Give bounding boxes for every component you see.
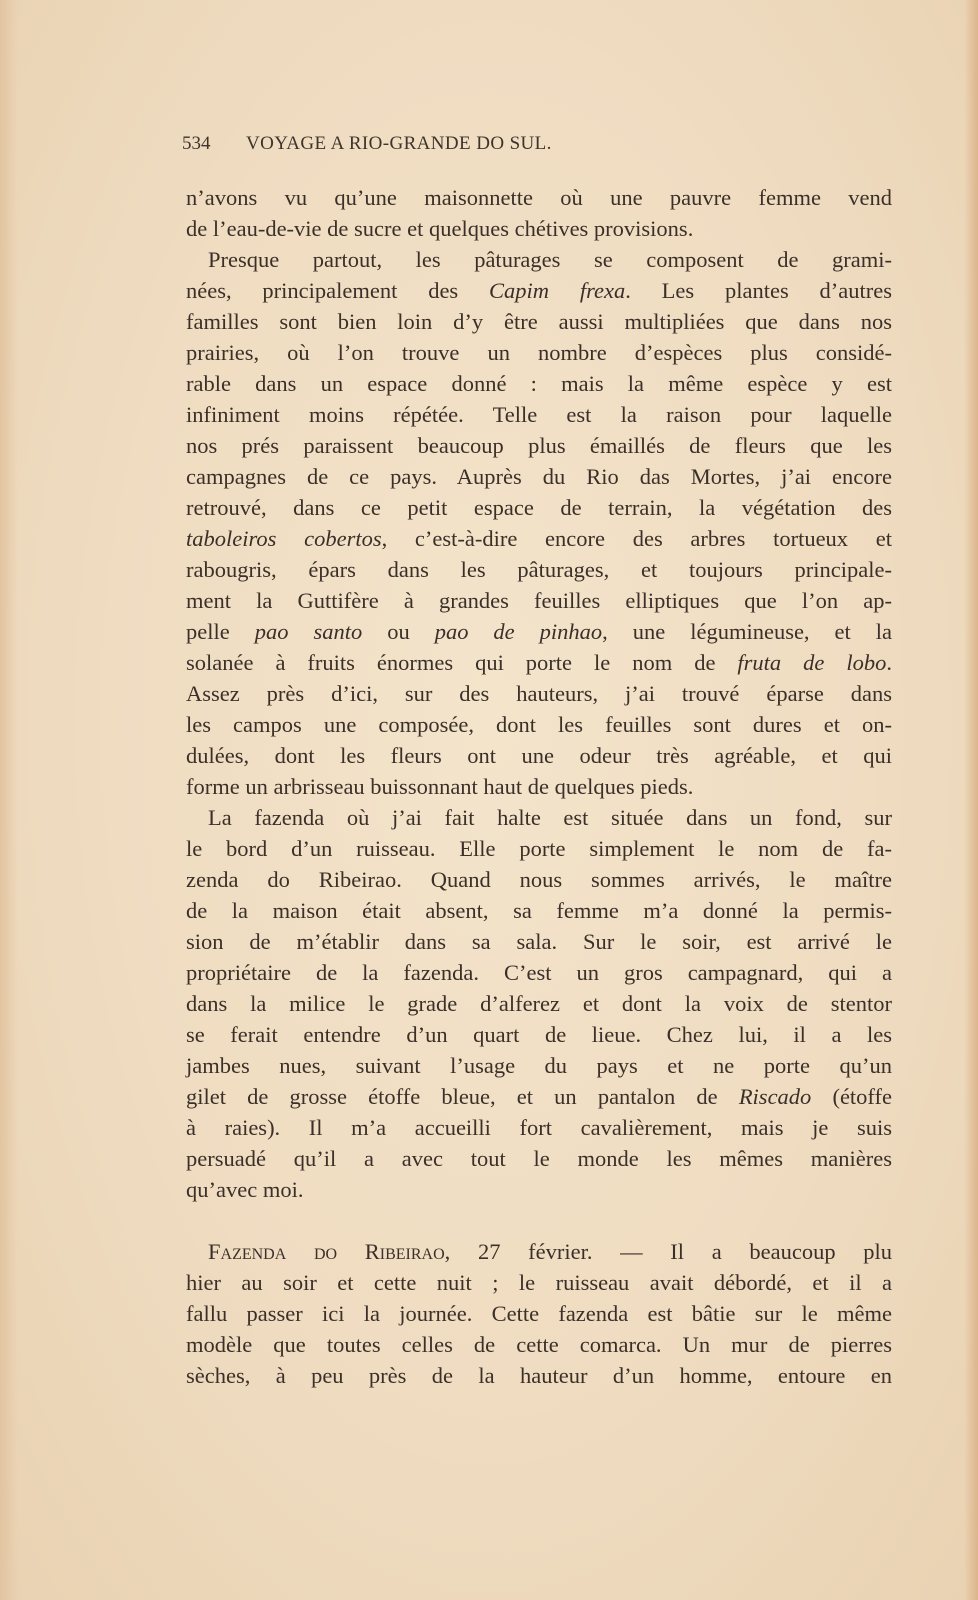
text-line: prairies, où l’on trouve un nombre d’espèces plus considé- — [186, 340, 892, 365]
italic-term: Riscado — [738, 1084, 812, 1109]
text-line: persuadé qu’il a avec tout le monde les mêmes manières — [186, 1146, 892, 1171]
text-line: solanée à fruits énormes qui porte le nom de fruta de lobo. — [186, 650, 892, 675]
text-line: infiniment moins répétée. Telle est la raison pour laquelle — [186, 402, 892, 427]
page-number: 534 — [182, 133, 211, 154]
section-gap — [186, 1205, 892, 1236]
text-line: à raies). Il m’a accueilli fort cavalièrement, mais je suis — [186, 1115, 892, 1140]
text-line: propriétaire de la fazenda. C’est un gros campagnard, qui a — [186, 960, 892, 985]
text-line: qu’avec moi. — [186, 1177, 304, 1202]
running-title: VOYAGE A RIO-GRANDE DO SUL. — [246, 133, 552, 154]
text-line: zenda do Ribeirao. Quand nous sommes arrivés, le maître — [186, 867, 892, 892]
text-line: sèches, à peu près de la hauteur d’un homme, entoure en — [186, 1363, 892, 1388]
text-line: se ferait entendre d’un quart de lieue. Chez lui, il a les — [186, 1022, 892, 1047]
text-line: nées, principalement des Capim frexa. Les plantes d’autres — [186, 278, 893, 303]
page-edge-shadow-left — [0, 0, 18, 1600]
text-line: taboleiros cobertos, c’est-à-dire encore des arbres tortueux et — [186, 526, 892, 551]
text-line: n’avons vu qu’une maisonnette où une pauvre femme vend — [186, 185, 892, 210]
text-line: nos prés paraissent beaucoup plus émaillés de fleurs que les — [186, 433, 892, 458]
text-line: jambes nues, suivant l’usage du pays et ne porte qu’un — [186, 1053, 892, 1078]
italic-term: taboleiros cobertos — [186, 526, 382, 551]
running-header — [182, 133, 892, 157]
italic-term: fruta de lobo — [737, 650, 887, 675]
text-line: dulées, dont les fleurs ont une odeur très agréable, et qui — [186, 743, 892, 768]
journal-entry-heading-line — [186, 1236, 892, 1267]
text-line: de la maison était absent, sa femme m’a donné la permis- — [186, 898, 892, 923]
text-line: gilet de grosse étoffe bleue, et un pantalon de Riscado (étoffe — [186, 1084, 892, 1109]
text-line: de l’eau-de-vie de sucre et quelques chétives provisions. — [186, 216, 694, 241]
paragraph-start-line: La fazenda où j’ai fait halte est située dans un fond, sur — [208, 805, 892, 830]
text-line: les campos une composée, dont les feuilles sont dures et on- — [186, 712, 892, 737]
text-line: familles sont bien loin d’y être aussi multipliées que dans nos — [186, 309, 892, 334]
page-edge-shadow-right — [964, 0, 978, 1600]
text-line: Assez près d’ici, sur des hauteurs, j’ai trouvé éparse dans — [186, 681, 892, 706]
text-line: rable dans un espace donné : mais la même espèce y est — [186, 371, 892, 396]
text-line: retrouvé, dans ce petit espace de terrain, la végétation des — [186, 495, 892, 520]
text-line: hier au soir et cette nuit ; le ruisseau avait débordé, et il a — [186, 1270, 892, 1295]
italic-term: Capim frexa — [489, 278, 626, 303]
text-line: forme un arbrisseau buissonnant haut de quelques pieds. — [186, 774, 694, 799]
text-line: dans la milice le grade d’alferez et dont la voix de stentor — [186, 991, 892, 1016]
text-line: campagnes de ce pays. Auprès du Rio das Mortes, j’ai encore — [186, 464, 892, 489]
entry-date: , 27 février. — Il a beaucoup plu — [444, 1239, 893, 1264]
italic-term: pao santo — [254, 619, 363, 644]
text-line: sion de m’établir dans sa sala. Sur le soir, est arrivé le — [186, 929, 892, 954]
italic-term: pao de pinhao — [434, 619, 603, 644]
text-line: ment la Guttifère à grandes feuilles elliptiques que l’on ap- — [186, 588, 892, 613]
text-line: modèle que toutes celles de cette comarca. Un mur de pierres — [186, 1332, 892, 1357]
text-line: rabougris, épars dans les pâturages, et toujours principale- — [186, 557, 892, 582]
text-line: pelle pao santo ou pao de pinhao, une légumineuse, et la — [186, 619, 892, 644]
text-line: le bord d’un ruisseau. Elle porte simplement le nom de fa- — [186, 836, 892, 861]
paragraph-start-line: Presque partout, les pâturages se composent de grami- — [208, 247, 892, 272]
entry-place: Fazenda do Ribeirao — [208, 1239, 445, 1264]
body-text — [186, 182, 892, 1391]
text-line: fallu passer ici la journée. Cette fazenda est bâtie sur le même — [186, 1301, 892, 1326]
